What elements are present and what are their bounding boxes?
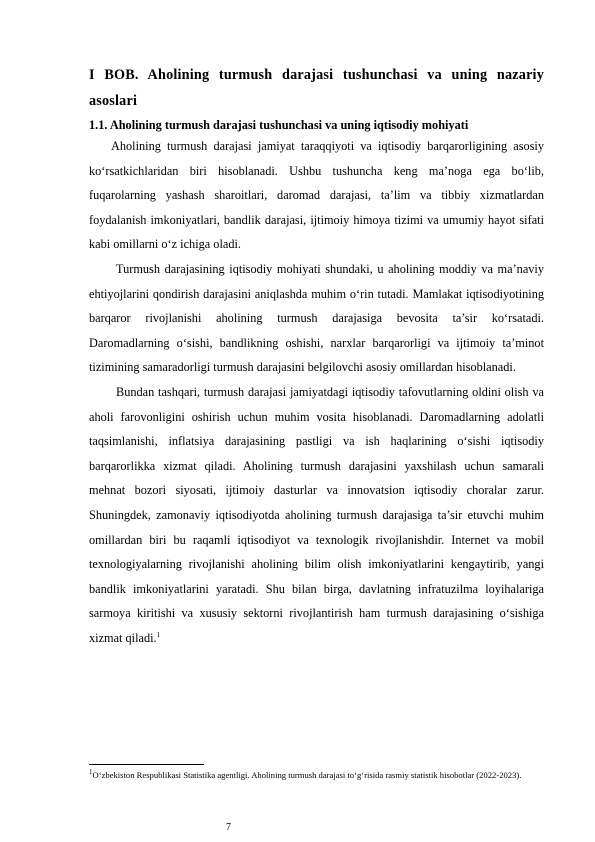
paragraph-1: Aholining turmush darajasi jamiyat taraqqiyoti va iqtisodiy barqarorligining asosiy ko‘rsatkichlaridan biri hisoblanadi. Ushbu tushuncha keng ma’noga ega bo‘lib, fuqarolarning yashash sharoitlari, daromad darajasi, ta’lim va tibbiy xizmatlardan foydalanish imkoniyatlari, bandlik darajasi, ijtimoiy himoya tizimi va umumiy hayot sifati kabi omillarni o‘z ichiga oladi.: [89, 139, 544, 252]
page-content: [89, 62, 544, 650]
footnote-text: O‘zbekiston Respublikasi Statistika agentligi. Aholining turmush darajasi to‘g‘risida rasmiy statistik hisobotlar (2022-2023).: [92, 770, 522, 780]
paragraph-2: Turmush darajasining iqtisodiy mohiyati shundaki, u aholining moddiy va ma’naviy ehtiyojlarini qondirish darajasini aniqlashda muhim o‘rin tutadi. Mamlakat iqtisodiyotining barqaror rivojlanishi aholining turmush darajasiga bevosita ta’sir ko‘rsatadi. Daromadlarning o‘sishi, bandlikning oshishi, narxlar barqarorligi va ijtimoiy ta’minot tizimining samaradorligi turmush darajasini belgilovchi asosiy omillardan hisoblanadi.: [89, 261, 544, 375]
paragraph-3-text: Bundan tashqari, turmush darajasi jamiyatdagi iqtisodiy tafovutlarning oldini olish va aholi farovonligini oshirish uchun muhim vosita hisoblanadi. Daromadlarning adolatli taqsimlanishi, inflatsiya darajasining pastligi va ish haqlarining o‘sishi iqtisodiy barqarorlikka xizmat qiladi. Aholining turmush darajasini yaxshilash uchun samarali mehnat bozori siyosati, ijtimoiy dasturlar va innovatsion iqtisodiy choralar zarur. Shuningdek, zamonaviy iqtisodiyotda aholining turmush darajasiga ta’sir etuvchi muhim omillardan biri bu raqamli iqtisodiyot va texnologik rivojlanishdir. Internet va mobil texnologiyalarning rivojlanishi aholining bilim olish imkoniyatlarini kengaytirib, yangi bandlik imkoniyatlarini yaratadi. Shu bilan birga, davlatning infratuzilma loyihalariga sarmoya kiritishi va xususiy sektorni rivojlantirish ham turmush darajasining o‘sishiga xizmat qiladi.: [89, 384, 544, 645]
chapter-title: I BOB. Aholining turmush darajasi tushunchasi va uning nazariy asoslari: [89, 67, 544, 109]
page-number: 7: [226, 822, 231, 833]
footnote-divider: [89, 764, 204, 765]
footnote-reference[interactable]: 1: [156, 630, 161, 639]
footnote-marker: 1: [89, 768, 93, 777]
footnote: [89, 766, 544, 784]
paragraph-3: [89, 380, 544, 651]
section-title: 1.1. Aholining turmush darajasi tushunchasi va uning iqtisodiy mohiyati: [89, 118, 469, 132]
